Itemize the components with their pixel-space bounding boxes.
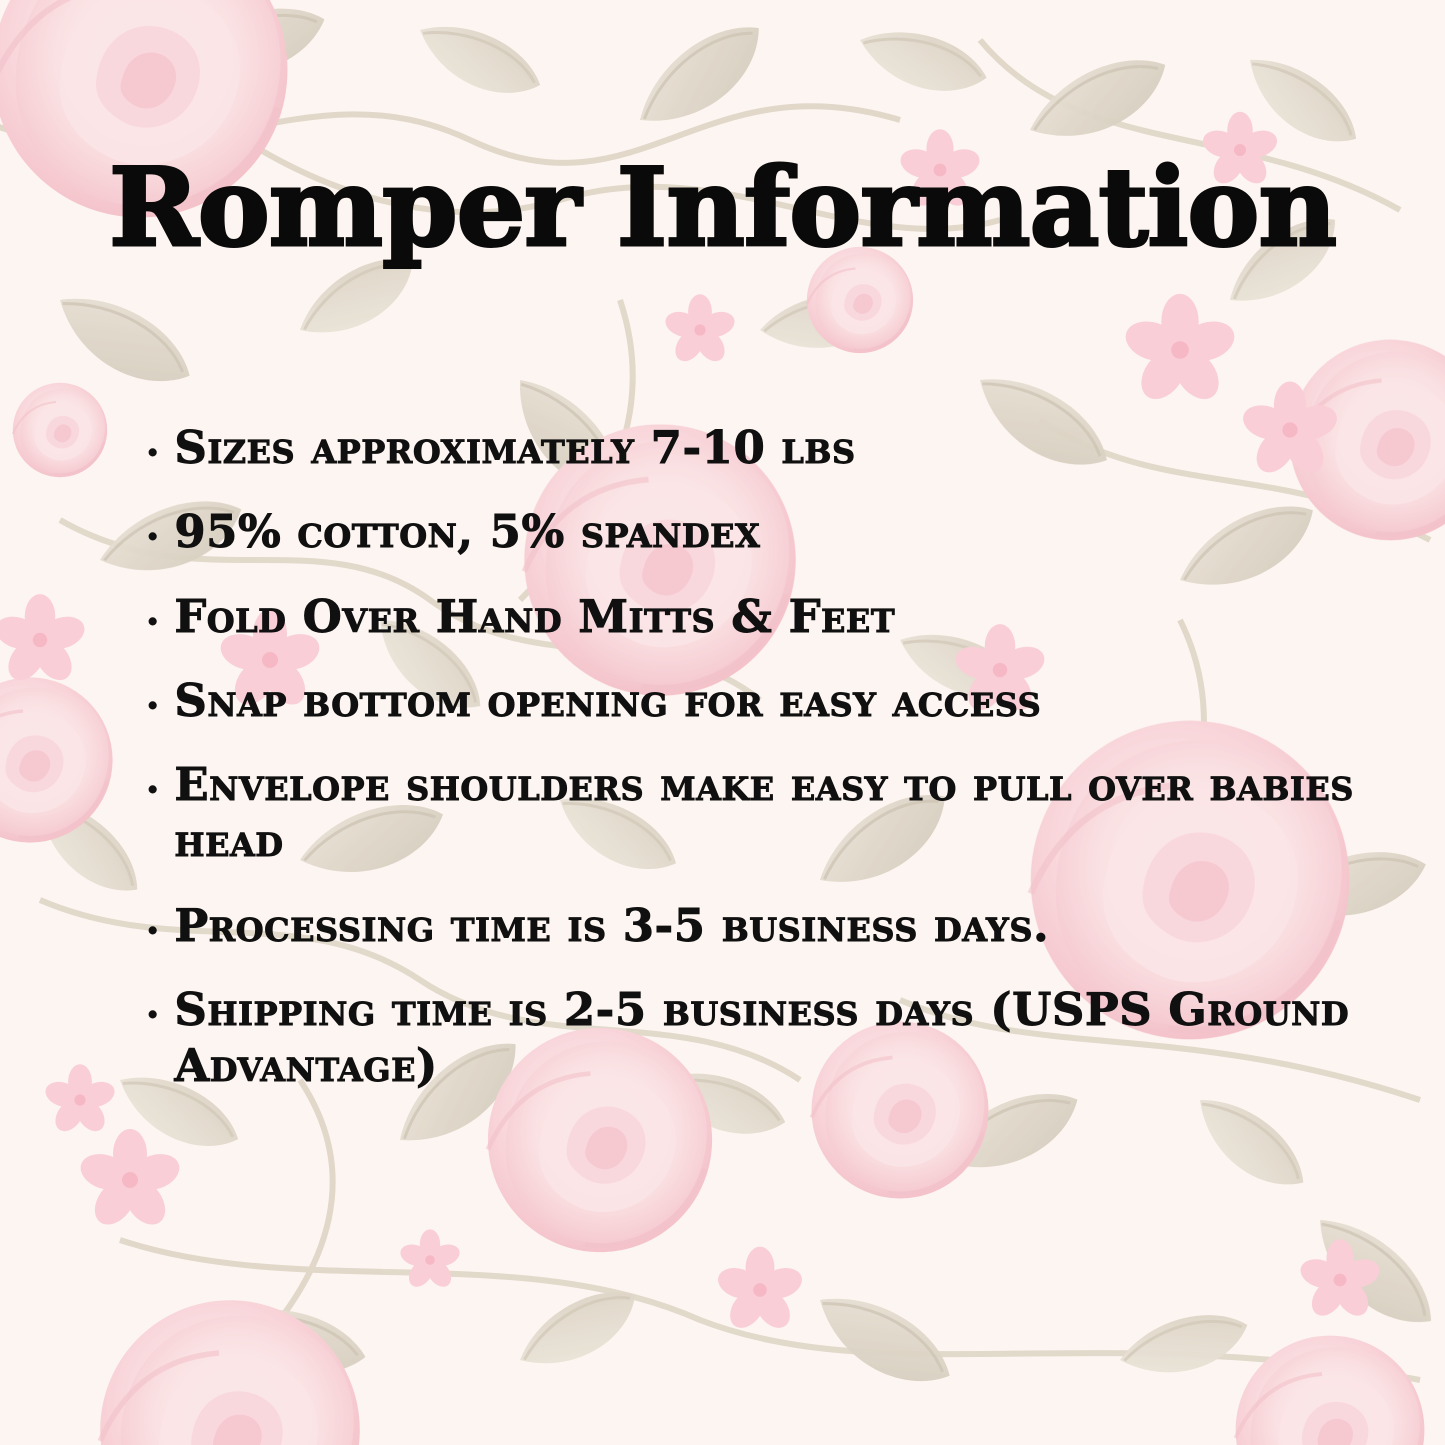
list-item [145,977,1375,1095]
bullet-marker: . [145,668,161,720]
page-title: Romper Information [109,145,1336,271]
bullet-marker: . [145,753,161,804]
info-list [145,416,1375,1122]
list-item [145,668,1375,729]
bullet-marker: . [145,977,161,1029]
bullet-marker: . [145,584,161,636]
bullet-marker: . [145,500,161,552]
list-item-text: Sizes approximately 7-10 lbs [174,421,856,474]
list-item [145,893,1375,954]
bullet-marker: . [145,893,161,945]
list-item [145,416,1375,476]
list-item-text: Envelope shoulders make easy to pull over babies head [174,758,1354,868]
list-item [145,584,1375,645]
list-item-text: Snap bottom opening for easy access [174,673,1042,727]
list-item-text: Shipping time is 2-5 business days (USPS Ground Advantage) [174,982,1350,1092]
bullet-marker: . [145,416,161,467]
list-item-text: Processing time is 3-5 business days. [174,898,1050,952]
list-item-text: 95% cotton, 5% spandex [174,505,761,559]
list-item-text: Fold Over Hand Mitts & Feet [174,589,896,643]
list-item [145,753,1375,870]
list-item [145,500,1375,560]
